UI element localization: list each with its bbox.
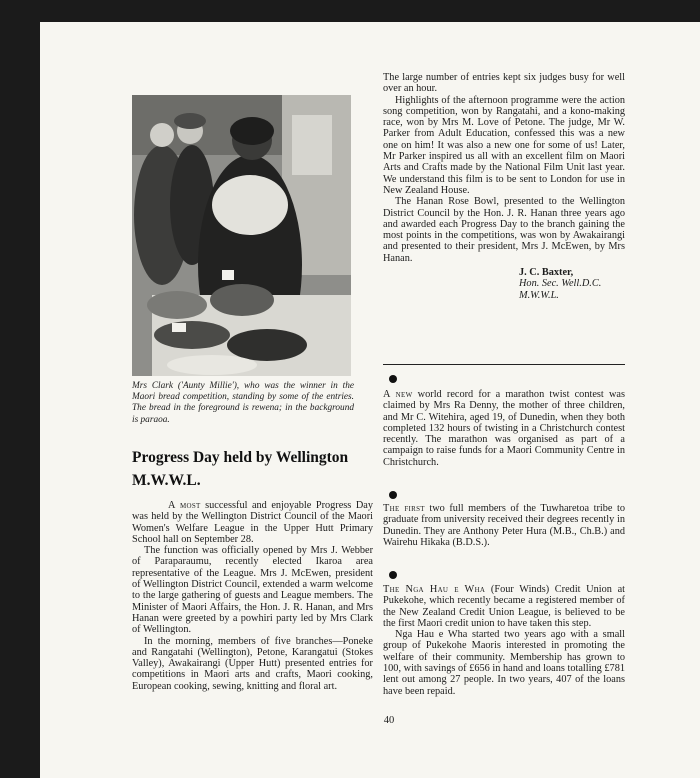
article-body-right [383, 72, 625, 301]
photo-image [132, 95, 351, 376]
page-number: 40 [383, 715, 395, 726]
signature-name: J. C. Baxter, [519, 267, 574, 279]
lead-small-caps: The Nga Hau e Wha [383, 584, 486, 595]
lead-small-caps: A most [168, 500, 201, 511]
article-lead-paragraph [132, 500, 373, 545]
article-paragraph: The large number of entries kept six judges busy for well over an hour. [383, 72, 625, 95]
signature-title: M.W.W.L. [519, 289, 559, 301]
bullet-icon [389, 375, 397, 383]
bullet-icon [389, 491, 397, 499]
signature-title: Hon. Sec. Well.D.C. [519, 278, 602, 290]
news-item-credit-union [383, 584, 625, 697]
signature-block [383, 267, 625, 301]
article-paragraph: Highlights of the afternoon programme were the action song competition, won by Rangatahi, and a kono-making race, won by Mrs M. Love of Petone. The judge, Mr W. Parker from Adult Education, confessed this was a new one on him! It was also a new one for some of us! Later, Mr Parker inspired us all with an excellent film on Maori Arts and Crafts made by the National Film Unit last year. We understand this film is to be sent to London for use in New Zealand House. [383, 94, 625, 196]
news-item-twist-record [383, 389, 625, 468]
news-item-tuwharetoa-graduates [383, 503, 625, 548]
photo-caption: Mrs Clark ('Aunty Millie'), who was the winner in the Maori bread competition, standing by some of the entries. The bread in the foreground is rewena; in the background is paraoa. [132, 381, 354, 425]
lead-small-caps: A new [383, 389, 413, 400]
article-paragraph: Nga Hau e Wha started two years ago with a small group of Pukekohe Maoris interested in promoting the welfare of their community. Membership has grown to 100, with savings of £656 in hand and loans totalling £781 lent out among 27 people. In two years, 407 of the loans have been repaid. [383, 629, 625, 697]
news-text: world record for a marathon twist contest was claimed by Mrs Ra Denny, the mother of three children, and Mr C. Witehira, aged 19, of Dunedin, when they both completed 132 hours of twisting in a Christchurch contest recently. The marathon was organised as part of a campaign to raise funds for a Maori Community Centre in Christchurch. [383, 389, 625, 468]
news-text: two full members of the Tuwharetoa tribe to graduate from university received their degrees recently in Dunedin. They are Anthony Peter Hura (M.B., Ch.B.) and Wairehu Hikaka (B.D.S.). [383, 503, 625, 548]
section-divider [383, 364, 625, 365]
article-paragraph: The Hanan Rose Bowl, presented to the Wellington District Council by the Hon. J. R. Hanan three years ago and awarded each Progress Day to the branch gaining the most points in the competitions, was won by Awakairangi and presented to their president, Mrs J. McEwen, by Mrs Hanan. [383, 196, 625, 264]
bullet-icon [389, 571, 397, 579]
magazine-page [40, 22, 700, 778]
article-body-left [132, 500, 373, 692]
lead-small-caps: The first [383, 503, 425, 514]
article-paragraph: The function was officially opened by Mrs J. Webber of Paraparaumu, recently elected Ikaroa area representative of the League. Mrs J. McEwen, president of Wellington District Council, extended a warm welcome to the large gathering of guests and League members. The Minister of Maori Affairs, the Hon. J. R. Hanan, and Mrs Hanan were greeted by a powhiri party led by Mrs Clark of Wellington. [132, 545, 373, 636]
article-headline: Progress Day held by Wellington M.W.W.L. [132, 449, 349, 489]
article-paragraph: In the morning, members of five branches—Poneke and Rangatahi (Wellington), Petone, Karangatui (Stokes Valley), Awakairangi (Upper Hutt) presented entries for competitions in Maori arts and crafts, Maori cooking, European cooking, sewing, knitting and floral art. [132, 635, 373, 692]
photo-bread-competition [132, 95, 351, 376]
lead-rest: successful and enjoyable Progress Day was held by the Wellington District Council of the Maori Women's Welfare League in the Upper Hutt Primary School hall on September 28. [132, 500, 373, 545]
news-text: (Four Winds) Credit Union at Pukekohe, which recently became a registered member of the New Zealand Credit Union League, is believed to be the first Maori credit union to have taken this step. [383, 584, 625, 629]
